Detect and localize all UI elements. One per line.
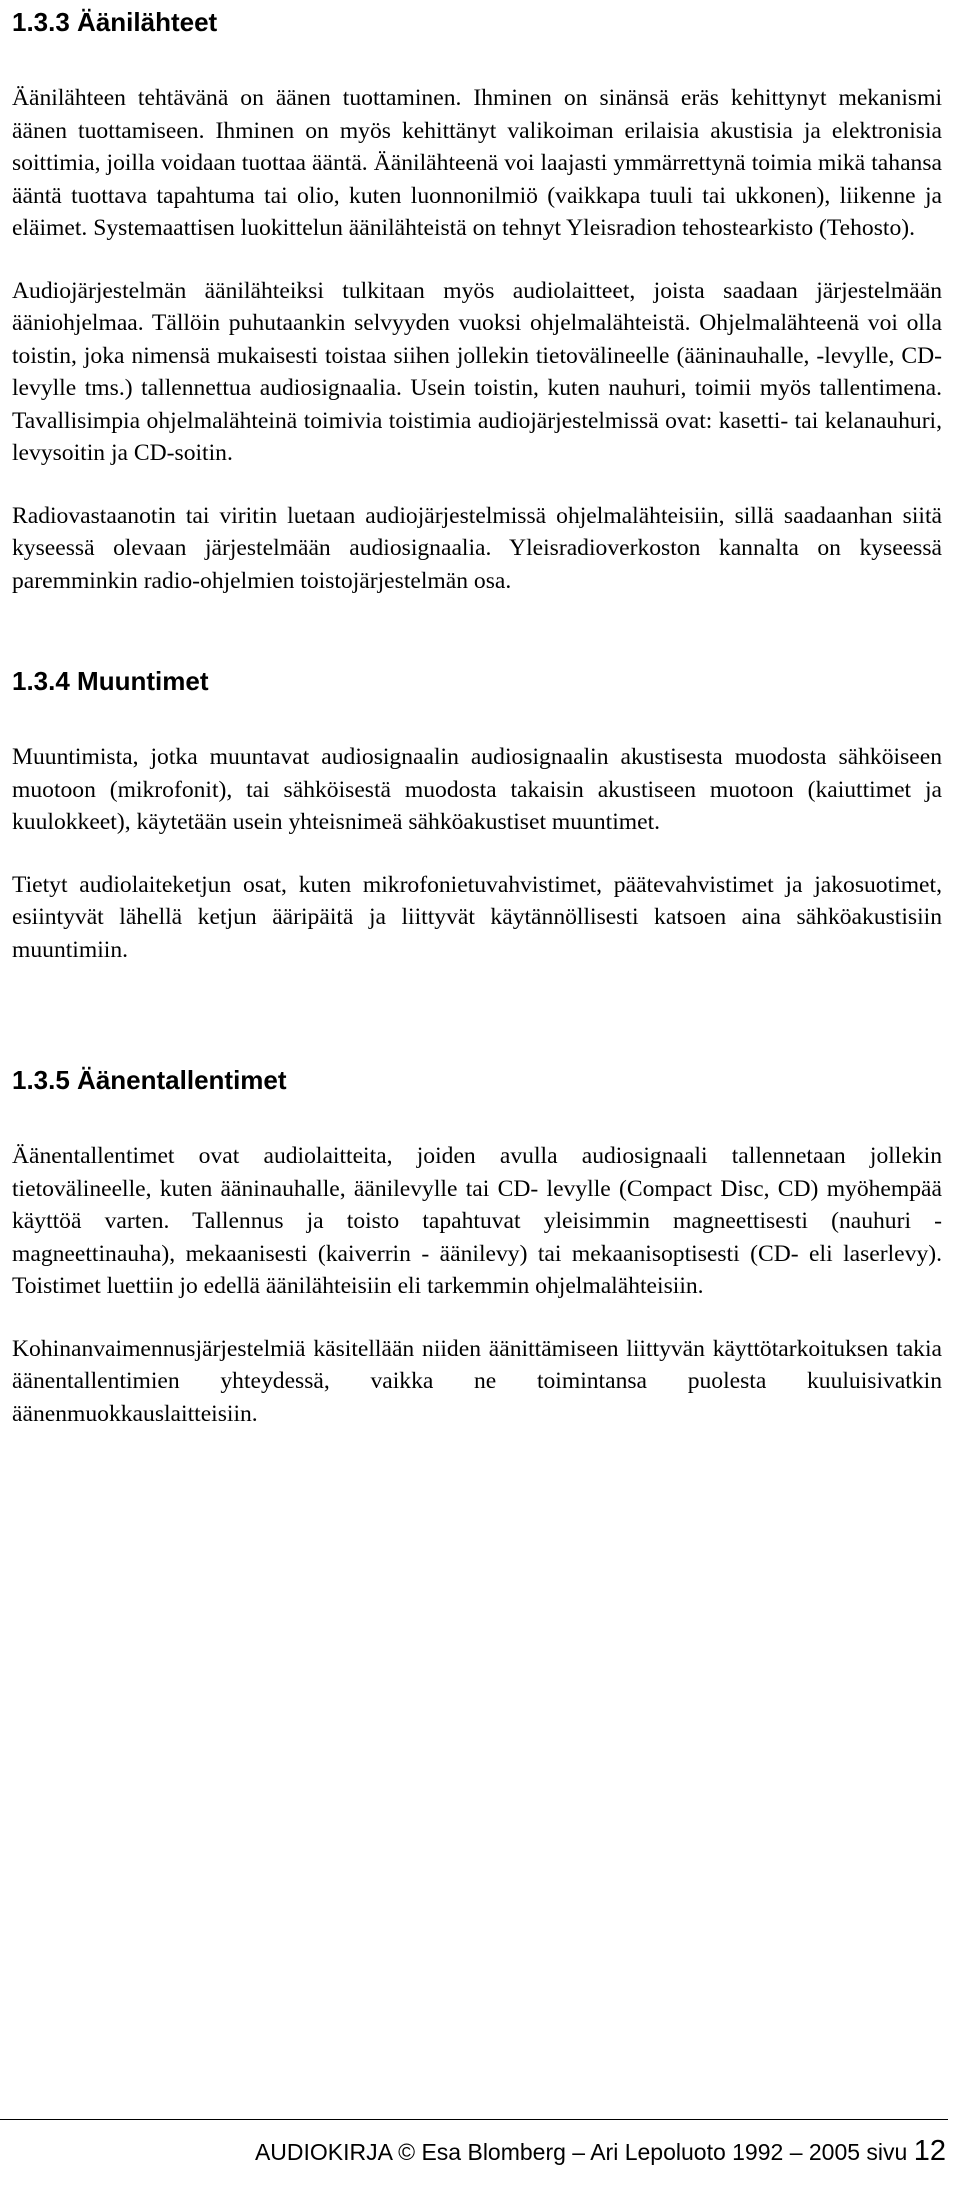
section-aanentallentimet [12,1064,942,1430]
body-paragraph: Äänentallentimet ovat audiolaitteita, joiden avulla audiosignaali tallennetaan jollekin tietovälineelle, kuten ääninauhalle, äänilevylle tai CD- levylle (Compact Disc, CD) myöhempää käyttöä varten. Tallennus ja toisto tapahtuvat yleisimmin magneettisesti (nauhuri - magneettinauha), mekaanisesti (kaiverrin - äänilevy) tai mekaanisoptisesti (CD- eli laserlevy). Toistimet luettiin jo edellä äänilähteisiin eli tarkemmin ohjelmalähteisiin. [12,1143,942,1299]
section-aanilahteet [12,6,942,597]
section-heading: 1.3.3 Äänilähteet [12,7,218,37]
section-heading: 1.3.4 Muuntimet [12,666,209,696]
section-muuntimet [12,665,942,966]
section-heading: 1.3.5 Äänentallentimet [12,1065,287,1095]
body-paragraph: Audiojärjestelmän äänilähteiksi tulkitaan myös audiolaitteet, joista saadaan järjestelmään ääniohjelmaa. Tällöin puhutaankin selvyyden vuoksi ohjelmalähteistä. Ohjelmalähteenä voi olla toistin, joka nimensä mukaisesti toistaa siihen jollekin tietovälineelle (ääninauhalle, -levylle, CD-levylle tms.) tallennettua audiosignaalia. Usein toistin, kuten nauhuri, toimii myös tallentimena. Tavallisimpia ohjelmalähteinä toimivia toistimia audiojärjestelmissä ovat: kasetti- tai kelanauhuri, levysoitin ja CD-soitin. [12,277,942,466]
body-paragraph: Radiovastaanotin tai viritin luetaan audiojärjestelmissä ohjelmalähteisiin, sillä saadaanhan siitä kyseessä olevaan järjestelmään audiosignaalia. Yleisradioverkoston kannalta on kyseessä paremminkin radio-ohjelmien toistojärjestelmän osa. [12,502,942,594]
body-paragraph: Tietyt audiolaiteketjun osat, kuten mikrofonietuvahvistimet, päätevahvistimet ja jakosuotimet, esiintyvät lähellä ketjun ääripäitä ja liittyvät käytännöllisesti katsoen aina sähköakustisiin muuntimiin. [12,871,942,963]
body-paragraph: Kohinanvaimennusjärjestelmiä käsitellään niiden äänittämiseen liittyvän käyttötarkoituksen takia äänentallentimien yhteydessä, vaikka ne toimintansa puolesta kuuluisivatkin äänenmuokkauslaitteisiin. [12,1335,942,1427]
footer-text: AUDIOKIRJA © Esa Blomberg – Ari Lepoluoto 1992 – 2005 sivu [254,2139,908,2165]
body-paragraph: Äänilähteen tehtävänä on äänen tuottaminen. Ihminen on sinänsä eräs kehittynyt mekanismi äänen tuottamiseen. Ihminen on myös kehittänyt valikoiman erilaisia akustisia ja elektronisia soittimia, joilla voidaan tuottaa ääntä. Äänilähteenä voi laajasti ymmärrettynä toimia mikä tahansa ääntä tuottava tapahtuma tai olio, kuten luonnonilmiö (vaikkapa tuuli tai ukkonen), liikenne ja eläimet. Systemaattisen luokittelun äänilähteistä on tehnyt Yleisradion tehostearkisto (Tehosto). [12,85,942,241]
footer-rule [0,2119,948,2120]
page-footer [255,2133,946,2170]
page-number: 12 [913,2135,946,2167]
body-paragraph: Muuntimista, jotka muuntavat audiosignaalin audiosignaalin akustisesta muodosta sähköiseen muotoon (mikrofonit), tai sähköisestä muodosta takaisin akustiseen muotoon (kaiuttimet ja kuulokkeet), käytetään usein yhteisnimeä sähköakustiset muuntimet. [12,744,942,835]
document-page [12,0,942,1430]
